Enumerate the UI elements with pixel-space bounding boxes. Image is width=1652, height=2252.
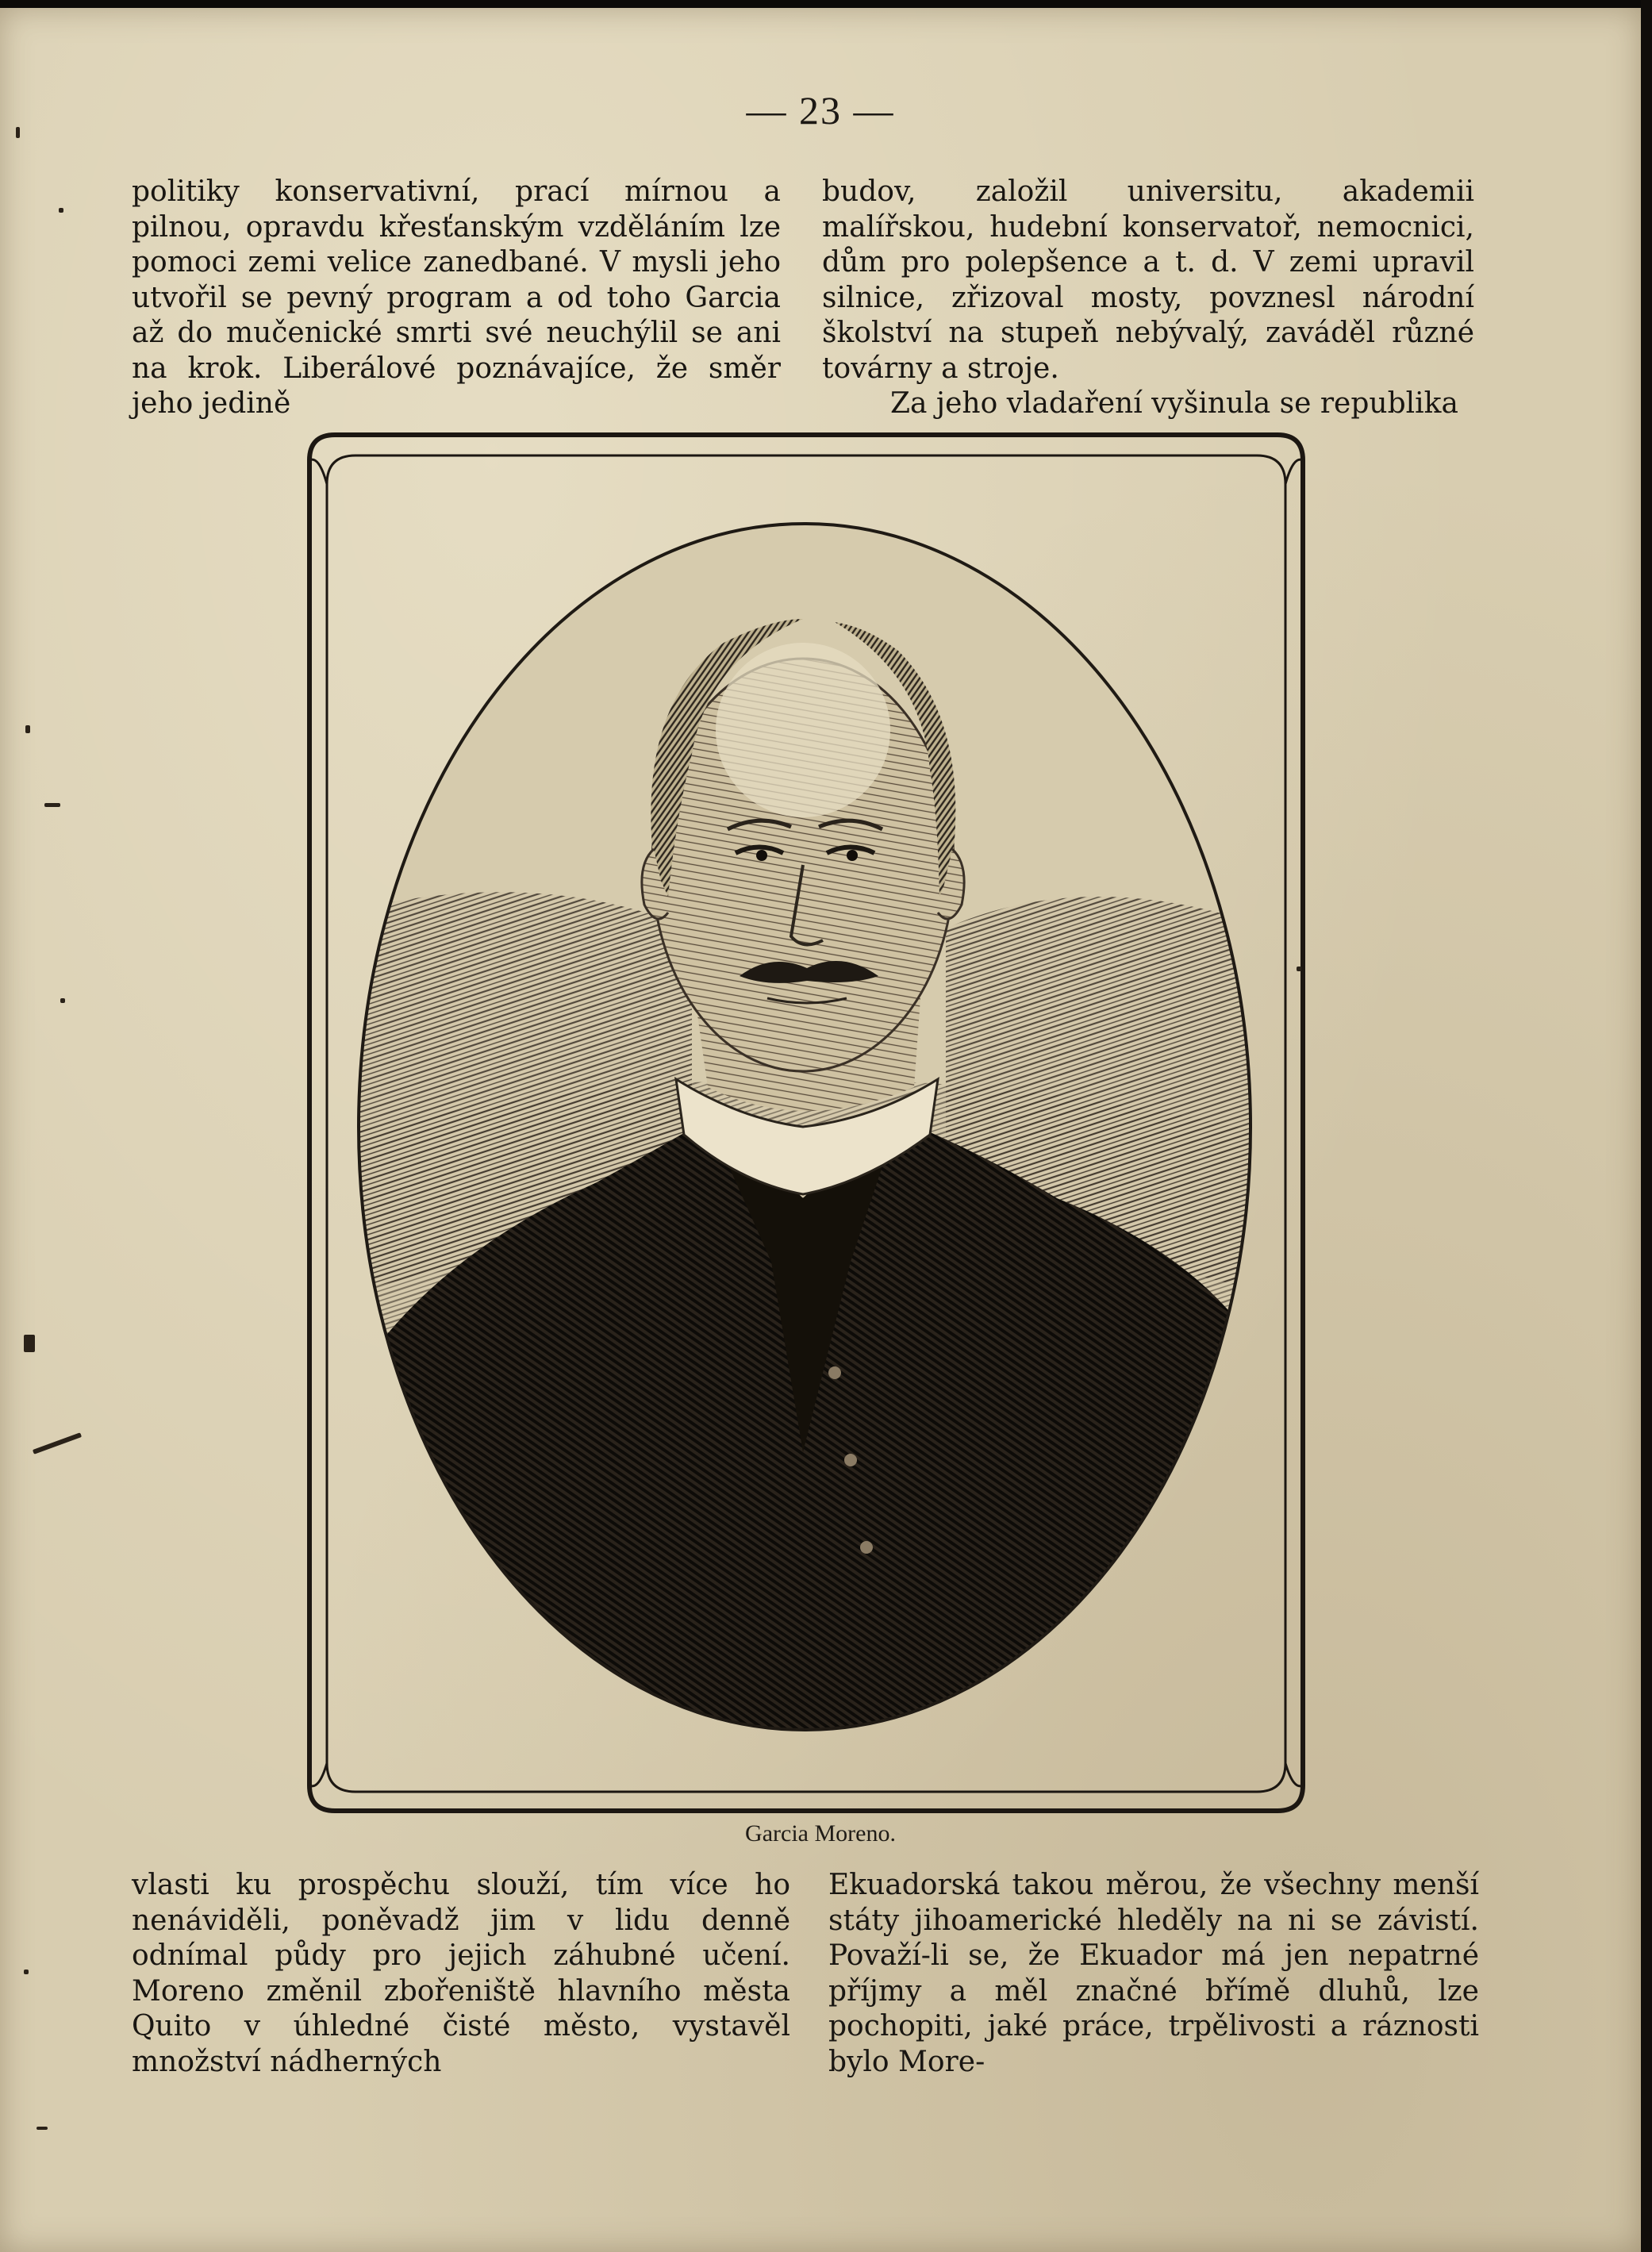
paragraph: politiky konservativní, prací mírnou a pilnou, opravdu křesťanským vzděláním lze pomoci zemi velice zanedbané. V mysli jeho utvořil se pevný program a od toho Garcia až do mučenické smrti své neuchýlil se ani na krok. Liberálové poznávajíce, že směr jeho jedině [132,175,781,420]
text-column-top-left [132,175,781,422]
text-column-bottom-left [132,1868,790,2080]
page-number: — 23 — [746,88,895,133]
paragraph: Za jeho vladaření vyšinula se republika [890,387,1458,420]
text-column-bottom-right [828,1868,1479,2080]
paragraph: vlasti ku prospěchu slouží, tím více ho nenáviděli, poněvadž jim v lidu denně odnímal půdy pro jejich záhubné učení. Moreno změnil zbořeniště hlavního města Quito v úhledné čisté město, vystavěl množství nádherných [132,1869,790,2078]
portrait-frame [295,421,1322,1827]
text-column-top-right [822,175,1474,422]
paragraph: Ekuadorská takou měrou, že všechny menší státy jihoamerické hleděly na ni se závistí. Považí-li se, že Ekuador má jen nepatrné příjmy a měl značné břímě dluhů, lze pochopiti, jaké práce, trpělivosti a ráznosti bylo More- [828,1869,1479,2078]
margin-mark [25,725,30,733]
margin-mark [24,1335,35,1352]
portrait-engraving [295,421,1322,1827]
paragraph: budov, založil universitu, akademii malířskou, hudební konservatoř, nemocnici, dům pro polepšence a t. d. V zemi upravil silnice, zřizoval mosty, povznesl národní školství na stupeň nebývalý, zaváděl různé továrny a stroje. [822,175,1474,385]
portrait-caption: Garcia Moreno. [745,1820,896,1847]
margin-mark [33,1432,82,1455]
margin-mark [24,1970,29,1974]
margin-mark [59,208,63,213]
scan-edge [1641,0,1652,2252]
margin-mark [1297,967,1301,971]
book-page [0,8,1641,2252]
margin-mark [60,998,65,1003]
margin-mark [16,127,20,138]
margin-mark [36,2127,48,2130]
margin-mark [44,803,60,807]
